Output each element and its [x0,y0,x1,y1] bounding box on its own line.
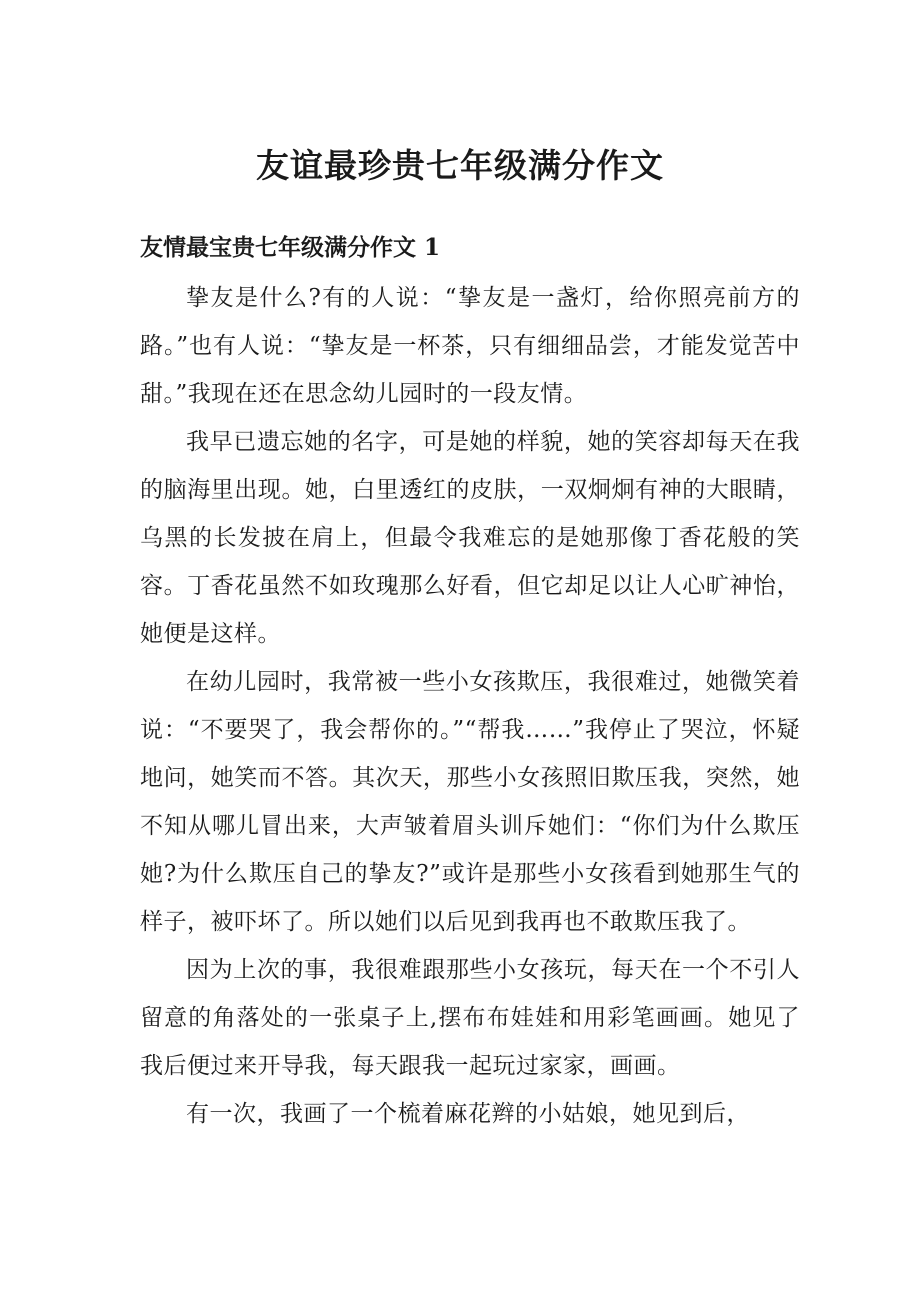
paragraph-3: 在幼儿园时，我常被一些小女孩欺压，我很难过，她微笑着说：“不要哭了，我会帮你的。”“帮我……”我停止了哭泣，怀疑地问，她笑而不答。其次天，那些小女孩照旧欺压我，突然，她不知从哪儿冒出来，大声皱着眉头训斥她们：“你们为什么欺压她?为什么欺压自己的挚友?”或许是那些小女孩看到她那生气的样子，被吓坏了。所以她们以后见到我再也不敢欺压我了。 [140,669,800,935]
paragraph-5: 有一次，我画了一个梳着麻花辫的小姑娘，她见到后， [186,1101,750,1127]
paragraph-2: 我早已遗忘她的名字，可是她的样貌，她的笑容却每天在我的脑海里出现。她，白里透红的皮肤，一双炯炯有神的大眼睛，乌黑的长发披在肩上，但最令我难忘的是她那像丁香花般的笑容。丁香花虽然不如玫瑰那么好看，但它却足以让人心旷神怡，她便是这样。 [140,429,800,647]
section-heading: 友情最宝贵七年级满分作文 1 [140,234,441,261]
essay-body [140,274,800,1138]
document-title: 友谊最珍贵七年级满分作文 [256,146,664,185]
paragraph-4: 因为上次的事，我很难跟那些小女孩玩，每天在一个不引人留意的角落处的一张桌子上,摆布布娃娃和用彩笔画画。她见了我后便过来开导我，每天跟我一起玩过家家，画画。 [140,957,800,1079]
paragraph-1: 挚友是什么?有的人说：“挚友是一盏灯，给你照亮前方的路。”也有人说：“挚友是一杯茶，只有细细品尝，才能发觉苦中甜。”我现在还在思念幼儿园时的一段友情。 [140,285,800,407]
